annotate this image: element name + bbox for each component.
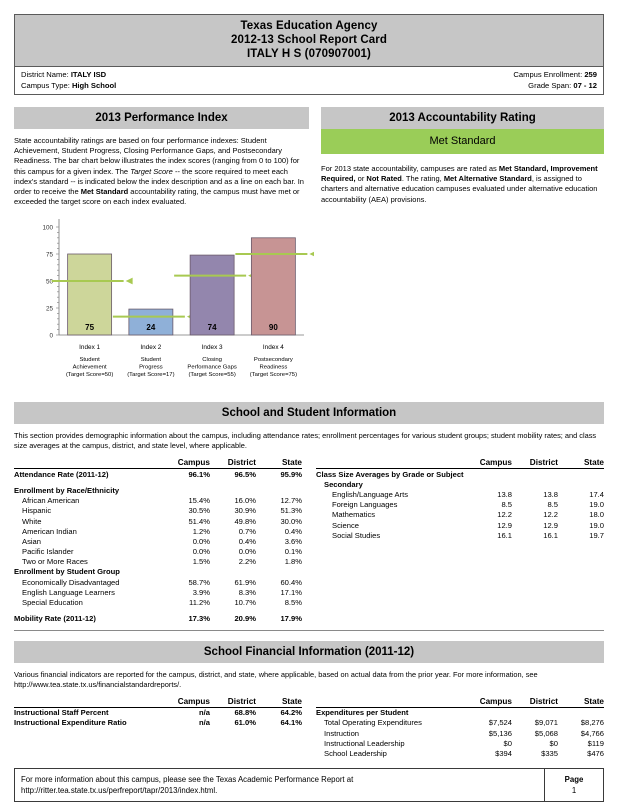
- cell-campus: 12.9: [497, 520, 512, 530]
- col-header-state: State: [558, 696, 604, 707]
- cell-district: [210, 567, 256, 577]
- cell-state: [256, 567, 302, 577]
- agency-name: Texas Education Agency: [240, 20, 378, 32]
- table-row: [316, 718, 604, 728]
- row-label: African American: [22, 496, 80, 506]
- x-category-label: Index 4: [262, 344, 284, 352]
- cell-district: 61.9%: [234, 577, 256, 587]
- table-row: [316, 520, 604, 530]
- cell-state: 60.4%: [280, 577, 302, 587]
- school-student-tables: [14, 457, 604, 624]
- campus-type-row: [21, 81, 116, 92]
- col-header-blank: [14, 696, 164, 707]
- financial-note: Various financial indicators are reported for the campus, district, and state, where applicable, based on actual data from the prior year. For more information, see http://www.tea.state.tx.us/financialstandardreports/.: [14, 670, 538, 690]
- cell-district: 96.5%: [234, 469, 256, 479]
- report-title-box: [14, 14, 604, 67]
- cell-campus: 51.4%: [188, 516, 210, 526]
- financial-left-body: [14, 707, 302, 728]
- cell-district: [512, 469, 558, 480]
- cell-state: 18.0: [589, 510, 604, 520]
- row-label: Expenditures per Student: [316, 708, 409, 718]
- table-header-row: [14, 457, 302, 468]
- financial-banner: School Financial Information (2011-12): [14, 641, 604, 663]
- row-label: Total Operating Expenditures: [324, 718, 422, 728]
- table-row: [14, 718, 302, 728]
- row-label: Attendance Rate (2011-12): [14, 469, 109, 479]
- table-row: [316, 489, 604, 499]
- row-label: English/Language Arts: [332, 489, 408, 499]
- x-category-sublabel: Student: [79, 357, 100, 364]
- cell-campus: 16.1: [497, 530, 512, 540]
- cell-state: [558, 707, 604, 718]
- cell-campus: 15.4%: [188, 496, 210, 506]
- table-row: [14, 506, 302, 516]
- accountability-description: For 2013 state accountability, campuses are rated as Met Standard, Improvement Required, or Not Rated. The rating, Met Alternative Standard, is assigned to charters and alternative education campuses evaluated under alternative education accountability (AEA) provisions.: [320, 164, 598, 204]
- page-label: Page: [564, 774, 584, 784]
- col-header-campus: Campus: [164, 457, 210, 468]
- row-label: Economically Disadvantaged: [22, 577, 120, 587]
- top-panels: [14, 107, 604, 207]
- page-number: 1: [571, 785, 577, 795]
- cell-campus: [164, 485, 210, 495]
- district-name-row: [21, 70, 116, 81]
- row-label: American Indian: [22, 526, 77, 536]
- school-student-note: This section provides demographic information about the campus, including attendance rates; enrollment percentages for various student groups; student mobility rates; and class size averages at the campus, district, and state level, where applicable.: [14, 431, 597, 451]
- cell-state: 17.4: [589, 489, 604, 499]
- table-row: [316, 469, 604, 480]
- cell-district: $335: [541, 748, 558, 758]
- cell-district: 20.9%: [234, 614, 256, 624]
- campus-meta-box: [14, 67, 604, 95]
- x-category-sublabel: (Target Score=75): [249, 372, 298, 379]
- row-label: Instructional Leadership: [324, 738, 405, 748]
- cell-district: 8.5: [547, 500, 558, 510]
- campus-meta-right: [513, 70, 597, 91]
- col-header-state: State: [558, 457, 604, 468]
- cell-state: 17.9%: [280, 614, 302, 624]
- financial-right-table: [316, 696, 604, 759]
- cell-campus: n/a: [199, 708, 210, 718]
- cell-district: $5,068: [534, 728, 558, 738]
- row-label: Instruction: [324, 728, 360, 738]
- cell-state: $4,766: [580, 728, 604, 738]
- cell-campus: 12.2: [497, 510, 512, 520]
- campus-enrollment-row: [513, 70, 597, 81]
- financial-tables: [14, 696, 604, 759]
- cell-district: 61.0%: [234, 718, 256, 728]
- x-category-sublabel: Student: [140, 357, 162, 364]
- cell-district: [210, 485, 256, 495]
- cell-state: 64.1%: [280, 718, 302, 728]
- x-category-sublabel: Readiness: [259, 365, 288, 372]
- cell-campus: 1.2%: [192, 526, 210, 536]
- row-label: Instructional Expenditure Ratio: [14, 718, 127, 728]
- table-row: [14, 707, 302, 718]
- row-label: Enrollment by Race/Ethnicity: [14, 485, 120, 495]
- cell-campus: 3.9%: [192, 587, 210, 597]
- cell-district: 16.1: [543, 530, 558, 540]
- performance-index-chart: [14, 217, 604, 392]
- row-label: English Language Learners: [22, 587, 115, 597]
- financial-left-table: [14, 696, 302, 728]
- target-score-arrow: [309, 251, 314, 258]
- cell-district: 30.9%: [234, 506, 256, 516]
- row-label: Foreign Languages: [332, 500, 398, 510]
- x-category-label: Index 2: [140, 344, 162, 352]
- row-label: Science: [332, 520, 360, 530]
- table-header-row: [316, 696, 604, 707]
- cell-campus: 1.5%: [192, 557, 210, 567]
- cell-state: $8,276: [580, 718, 604, 728]
- cell-state: [558, 469, 604, 480]
- table-row: [316, 500, 604, 510]
- grade-span-row: [513, 81, 597, 92]
- table-row: [316, 728, 604, 738]
- table-row: [14, 526, 302, 536]
- col-header-district: District: [210, 457, 256, 468]
- school-student-banner: School and Student Information: [14, 402, 604, 424]
- x-category-sublabel: Closing: [202, 357, 222, 364]
- cell-campus: 0.0%: [192, 547, 210, 557]
- cell-campus: 11.2%: [189, 598, 210, 608]
- cell-district: 16.0%: [234, 496, 256, 506]
- table-row: [14, 485, 302, 495]
- financial-right-body: [316, 707, 604, 758]
- campus-meta-left: [21, 70, 116, 91]
- bar-value-label: 75: [85, 323, 95, 333]
- col-header-blank: [316, 457, 466, 468]
- table-row: [316, 748, 604, 758]
- col-header-district: District: [512, 457, 558, 468]
- cell-state: 19.0: [589, 520, 604, 530]
- x-category-label: Index 3: [201, 344, 223, 352]
- row-label: Mathematics: [332, 510, 376, 520]
- row-label: Mobility Rate (2011-12): [14, 614, 96, 624]
- footer-line-1: For more information about this campus, please see the Texas Academic Performance Report at: [21, 774, 354, 784]
- cell-district: 12.2: [543, 510, 558, 520]
- cell-district: $9,071: [534, 718, 558, 728]
- col-header-state: State: [256, 696, 302, 707]
- y-tick-label: 75: [45, 252, 53, 260]
- school-student-right-col: [316, 457, 604, 624]
- y-tick-label: 0: [49, 333, 53, 341]
- campus-enrollment-value: 259: [584, 70, 597, 79]
- cell-state: 3.6%: [284, 536, 302, 546]
- cell-district: 2.2%: [238, 557, 256, 567]
- bar-value-label: 90: [268, 323, 278, 333]
- cell-campus: 30.5%: [188, 506, 210, 516]
- table-row: [316, 707, 604, 718]
- cell-campus: $5,136: [488, 728, 512, 738]
- cell-district: 10.7%: [234, 598, 256, 608]
- cell-state: 51.3%: [280, 506, 302, 516]
- x-category-sublabel: (Target Score=17): [127, 372, 175, 379]
- school-student-right-table: [316, 457, 604, 540]
- cell-campus: n/a: [199, 718, 210, 728]
- campus-title: ITALY H S (070907001): [247, 48, 371, 60]
- row-label: Social Studies: [332, 530, 381, 540]
- table-row: [14, 547, 302, 557]
- cell-campus: 96.1%: [188, 469, 210, 479]
- bar-value-label: 74: [207, 323, 217, 333]
- row-label: Pacific Islander: [22, 547, 74, 557]
- cell-state: $476: [587, 748, 604, 758]
- cell-district: $0: [549, 738, 558, 748]
- cell-state: 19.7: [589, 530, 604, 540]
- cell-state: [558, 479, 604, 489]
- col-header-state: State: [256, 457, 302, 468]
- row-label: White: [22, 516, 42, 526]
- col-header-district: District: [210, 696, 256, 707]
- x-category-sublabel: Postsecondary: [253, 357, 293, 364]
- x-category-sublabel: (Target Score=55): [188, 372, 236, 379]
- cell-district: 49.8%: [234, 516, 256, 526]
- footer-url[interactable]: http://ritter.tea.state.tx.us/perfreport/tapr/2013/index.html.: [21, 785, 218, 795]
- section-divider: [14, 630, 604, 631]
- table-row: [316, 479, 604, 489]
- row-label: Hispanic: [22, 506, 52, 516]
- campus-type-label: Campus Type:: [21, 80, 70, 90]
- district-name-label: District Name:: [21, 70, 69, 79]
- cell-campus: $0: [503, 738, 512, 748]
- cell-campus: 0.0%: [192, 536, 210, 546]
- school-student-left-table: [14, 457, 302, 624]
- cell-campus: [466, 469, 512, 480]
- cell-state: $119: [587, 738, 604, 748]
- performance-index-description: State accountability ratings are based on four performance indexes: Student Achievement, Student Progress, Closing Performance Gaps, and Postsecondary Readiness. The bar chart below illustrates the index scores (ranging from 0 to 100) for this campus for a given index. The Target Score -- the score required to meet each index's standard -- is indicated below the index description and as a line on each bar. In order to receive the Met Standard accountability rating, the campus must have met or exceeded the target score on each index evaluated.: [14, 136, 304, 207]
- table-row: [14, 557, 302, 567]
- table-row: [316, 738, 604, 748]
- school-student-left-col: [14, 457, 302, 624]
- table-row: [14, 496, 302, 506]
- x-category-sublabel: Progress: [139, 365, 163, 372]
- financial-right-col: [316, 696, 604, 759]
- cell-campus: [466, 479, 512, 489]
- performance-index-panel: [14, 107, 309, 207]
- y-tick-label: 25: [45, 306, 53, 314]
- table-row: [14, 614, 302, 624]
- cell-state: [256, 485, 302, 495]
- cell-district: 0.4%: [238, 536, 256, 546]
- col-header-blank: [14, 457, 164, 468]
- cell-state: 12.7%: [280, 496, 302, 506]
- cell-district: 12.9: [543, 520, 558, 530]
- bar: [251, 238, 295, 335]
- cell-district: 0.7%: [238, 526, 256, 536]
- col-header-district: District: [512, 696, 558, 707]
- table-row: [316, 530, 604, 540]
- x-category-sublabel: (Target Score=50): [65, 372, 114, 379]
- cell-district: 13.8: [543, 489, 558, 499]
- cell-campus: 17.3%: [188, 614, 210, 624]
- table-row: [14, 577, 302, 587]
- cell-campus: 13.8: [497, 489, 512, 499]
- financial-left-col: [14, 696, 302, 759]
- x-category-sublabel: Achievement: [72, 365, 107, 372]
- cell-campus: [466, 707, 512, 718]
- performance-index-bar-chart-svg: [14, 217, 314, 392]
- cell-state: 1.8%: [284, 557, 302, 567]
- district-name-value: ITALY ISD: [70, 70, 107, 79]
- row-label: Special Education: [22, 598, 83, 608]
- table-row: [316, 510, 604, 520]
- school-student-right-body: [316, 469, 604, 541]
- cell-state: 19.0: [589, 500, 604, 510]
- table-header-row: [316, 457, 604, 468]
- y-tick-label: 50: [45, 279, 53, 287]
- cell-state: 0.4%: [284, 526, 302, 536]
- cell-state: 64.2%: [280, 708, 302, 718]
- cell-campus: $7,524: [488, 718, 512, 728]
- row-label: Two or More Races: [22, 557, 88, 567]
- cell-district: [512, 707, 558, 718]
- school-student-left-body: [14, 469, 302, 625]
- col-header-blank: [316, 696, 466, 707]
- cell-state: 8.5%: [284, 598, 302, 608]
- table-row: [14, 567, 302, 577]
- col-header-campus: Campus: [466, 696, 512, 707]
- y-tick-label: 100: [42, 225, 53, 233]
- cell-campus: 58.7%: [188, 577, 210, 587]
- table-header-row: [14, 696, 302, 707]
- performance-index-heading: 2013 Performance Index: [14, 107, 309, 129]
- cell-district: 0.0%: [238, 547, 256, 557]
- target-score-arrow: [126, 278, 133, 285]
- cell-district: 8.3%: [238, 587, 256, 597]
- table-row: [14, 516, 302, 526]
- table-row: [14, 597, 302, 607]
- footer-info: [15, 769, 544, 801]
- row-label: Asian: [22, 536, 41, 546]
- cell-campus: $394: [495, 748, 512, 758]
- x-category-label: Index 1: [79, 344, 101, 352]
- report-title: 2012-13 School Report Card: [231, 34, 387, 46]
- row-label: Class Size Averages by Grade or Subject: [316, 469, 464, 479]
- table-row: [14, 469, 302, 480]
- col-header-campus: Campus: [164, 696, 210, 707]
- campus-enrollment-label: Campus Enrollment:: [513, 70, 583, 79]
- accountability-heading: 2013 Accountability Rating: [321, 107, 604, 129]
- row-label: Instructional Staff Percent: [14, 708, 109, 718]
- table-row: [14, 587, 302, 597]
- bar-value-label: 24: [146, 323, 156, 333]
- row-label: Enrollment by Student Group: [14, 567, 120, 577]
- page-footer: [14, 768, 604, 802]
- cell-district: 68.8%: [234, 708, 256, 718]
- grade-span-label: Grade Span:: [528, 80, 572, 90]
- table-row: [14, 536, 302, 546]
- row-label: School Leadership: [324, 748, 387, 758]
- cell-state: 95.9%: [280, 469, 302, 479]
- cell-state: 30.0%: [280, 516, 302, 526]
- accountability-rating-badge: Met Standard: [321, 129, 604, 154]
- cell-campus: 8.5: [501, 500, 512, 510]
- col-header-campus: Campus: [466, 457, 512, 468]
- x-category-sublabel: Performance Gaps: [187, 365, 237, 372]
- cell-state: 0.1%: [284, 547, 302, 557]
- cell-district: [512, 479, 558, 489]
- grade-span-value: 07 - 12: [573, 80, 597, 90]
- cell-campus: [164, 567, 210, 577]
- campus-type-value: High School: [71, 80, 117, 90]
- row-label: Secondary: [324, 479, 363, 489]
- accountability-panel: [321, 107, 604, 207]
- footer-page-block: [544, 769, 603, 801]
- cell-state: 17.1%: [280, 587, 302, 597]
